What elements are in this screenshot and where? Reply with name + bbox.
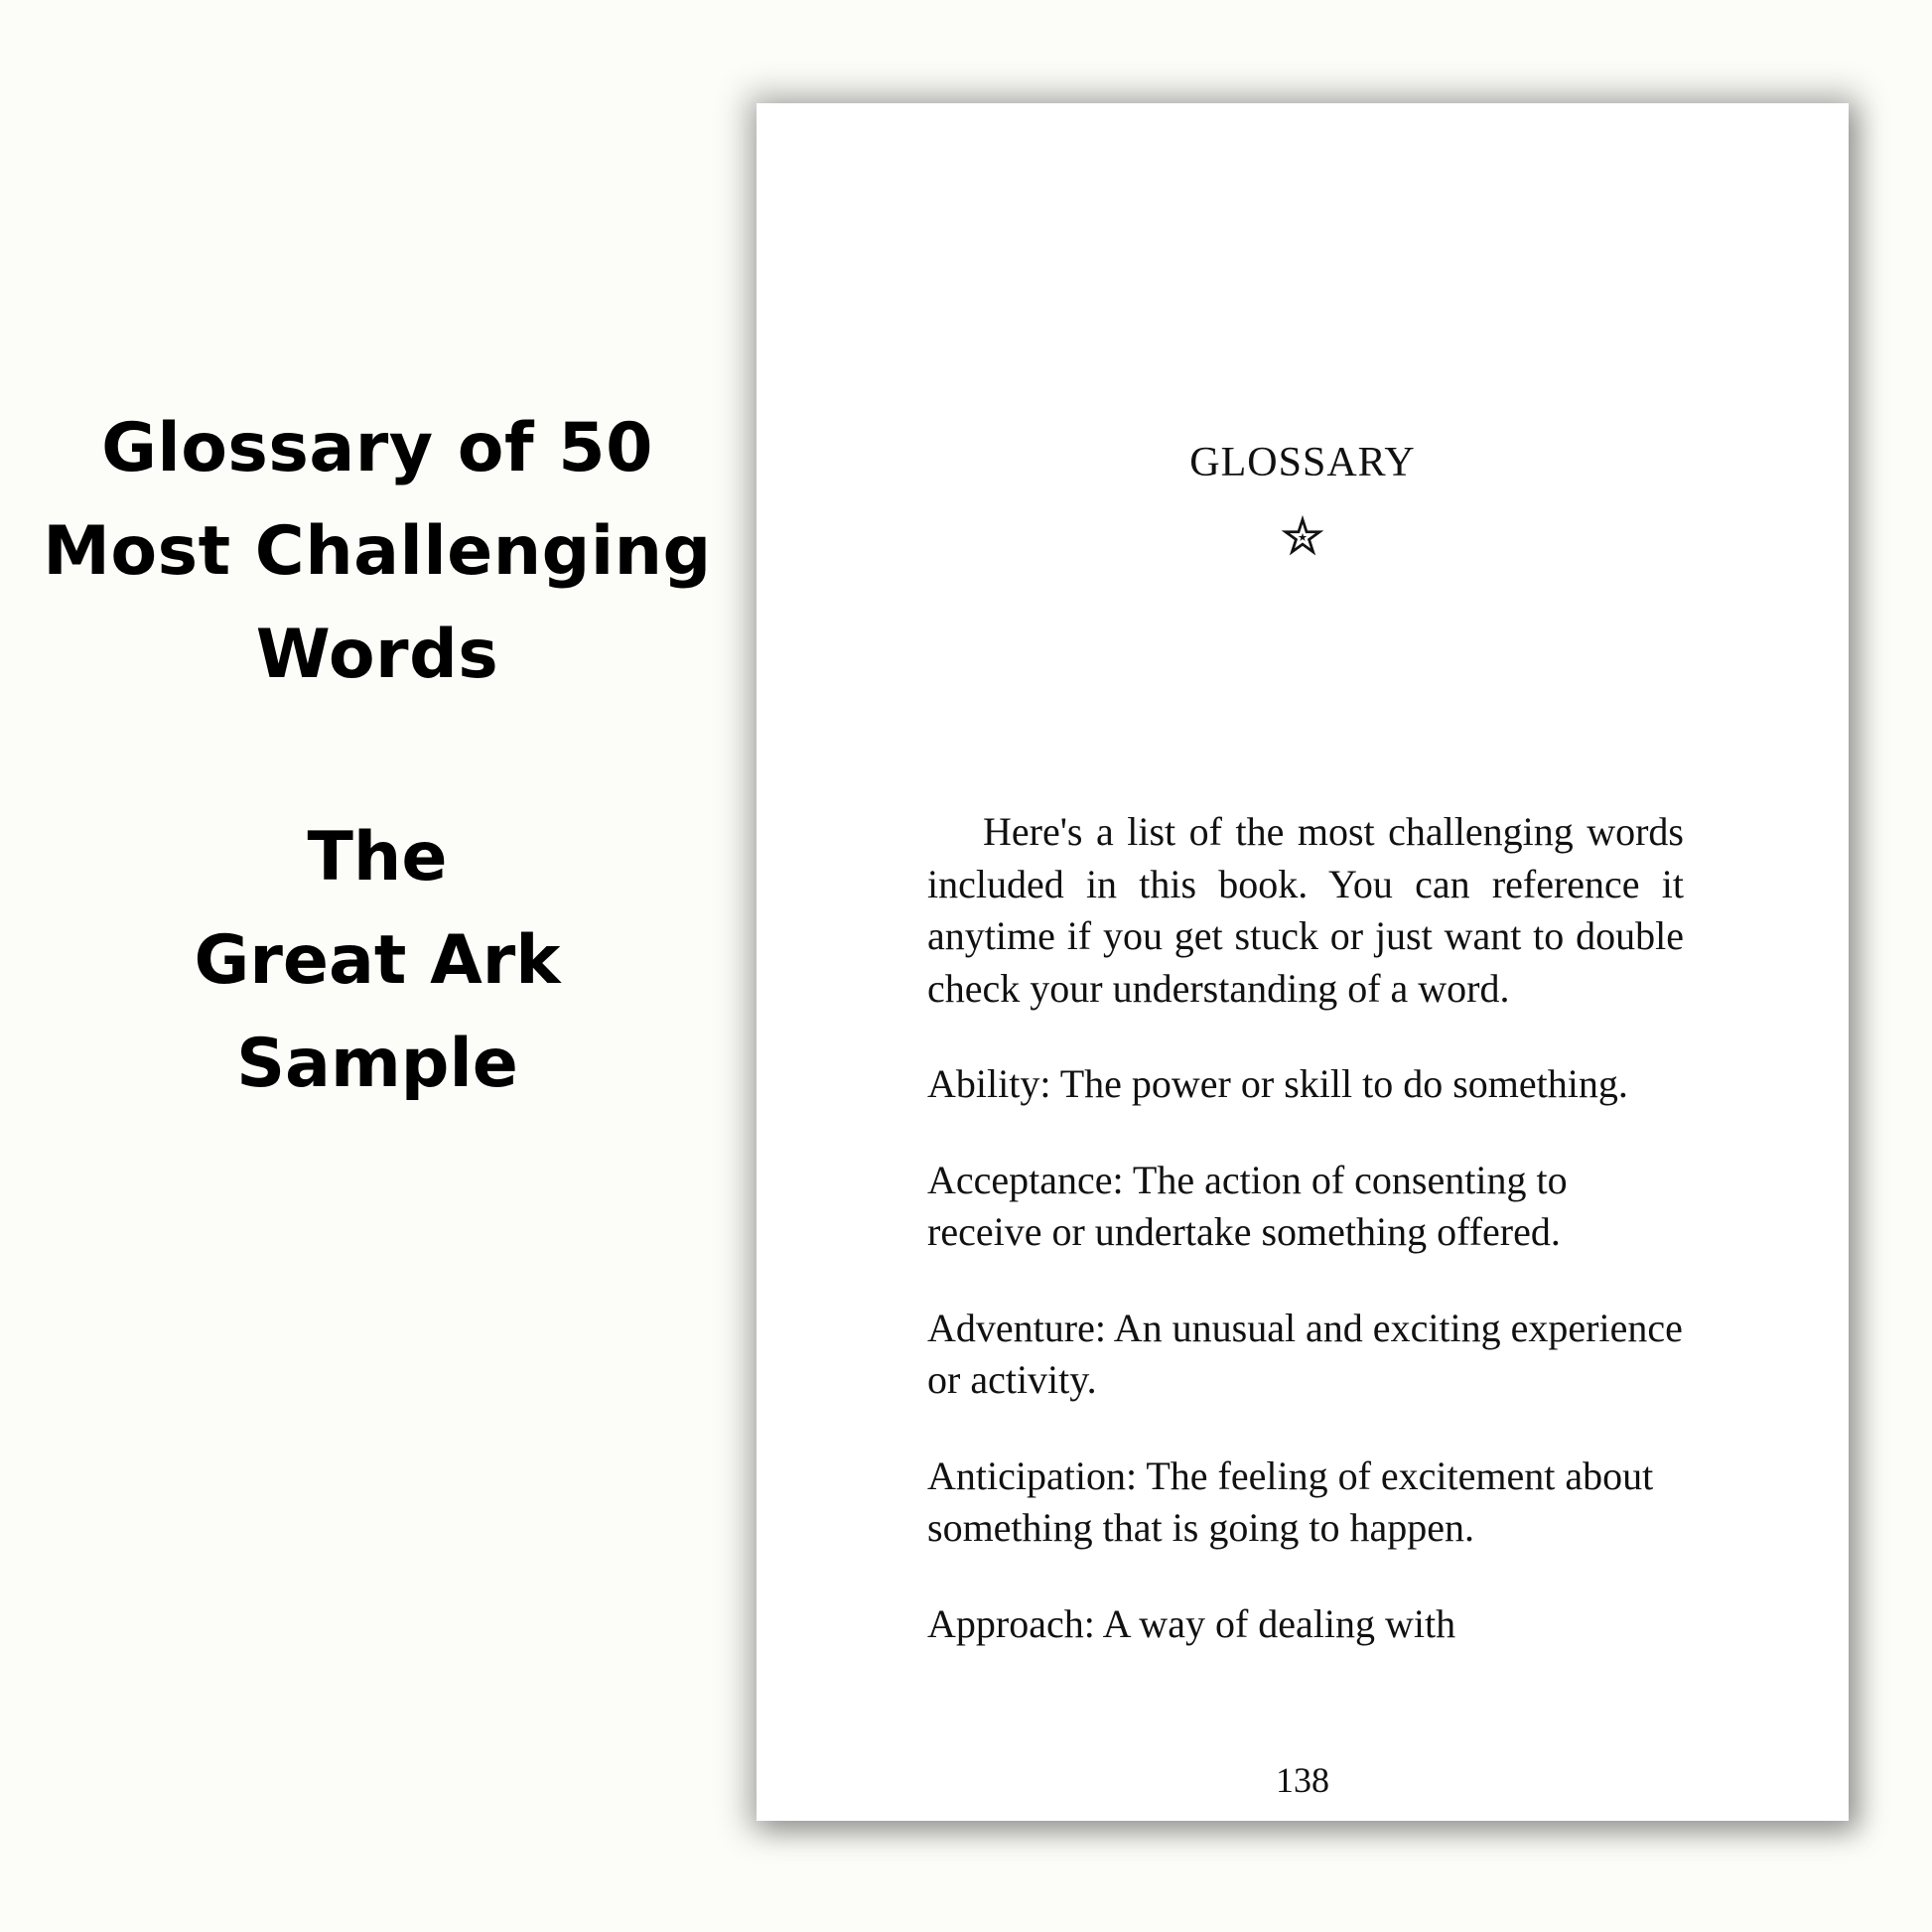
page-number: 138	[1276, 1760, 1329, 1800]
page-heading: GLOSSARY	[1189, 440, 1416, 485]
page-body	[927, 806, 1684, 1694]
promo-title-line: Words	[255, 616, 499, 694]
promo-panel	[40, 397, 715, 1116]
glossary-entry: Anticipation: The feeling of excitement about something that is going to happen.	[927, 1452, 1654, 1550]
intro-paragraph: Here's a list of the most challenging words included in this book. You can reference it anytime if you get stuck or just want to double check your understanding of a word.	[927, 809, 1684, 1011]
promo-title-line: Most Challenging	[43, 512, 712, 591]
star-ornament-icon: ✮	[1280, 507, 1325, 567]
promo-title	[40, 397, 715, 707]
promo-title-line: Glossary of 50	[101, 409, 653, 487]
glossary-entry: Approach: A way of dealing with	[927, 1600, 1456, 1646]
glossary-entry: Acceptance: The action of consenting to receive or undertake something offered.	[927, 1157, 1568, 1254]
promo-subtitle-line: Great Ark	[194, 921, 561, 1000]
glossary-entry: Adventure: An unusual and exciting experience or activity.	[927, 1305, 1683, 1402]
promo-subtitle-line: The	[307, 818, 448, 897]
glossary-entry: Ability: The power or skill to do something.	[927, 1061, 1628, 1106]
promo-subtitle-line: Sample	[236, 1025, 518, 1103]
promo-subtitle	[40, 806, 715, 1116]
book-page	[757, 103, 1849, 1821]
